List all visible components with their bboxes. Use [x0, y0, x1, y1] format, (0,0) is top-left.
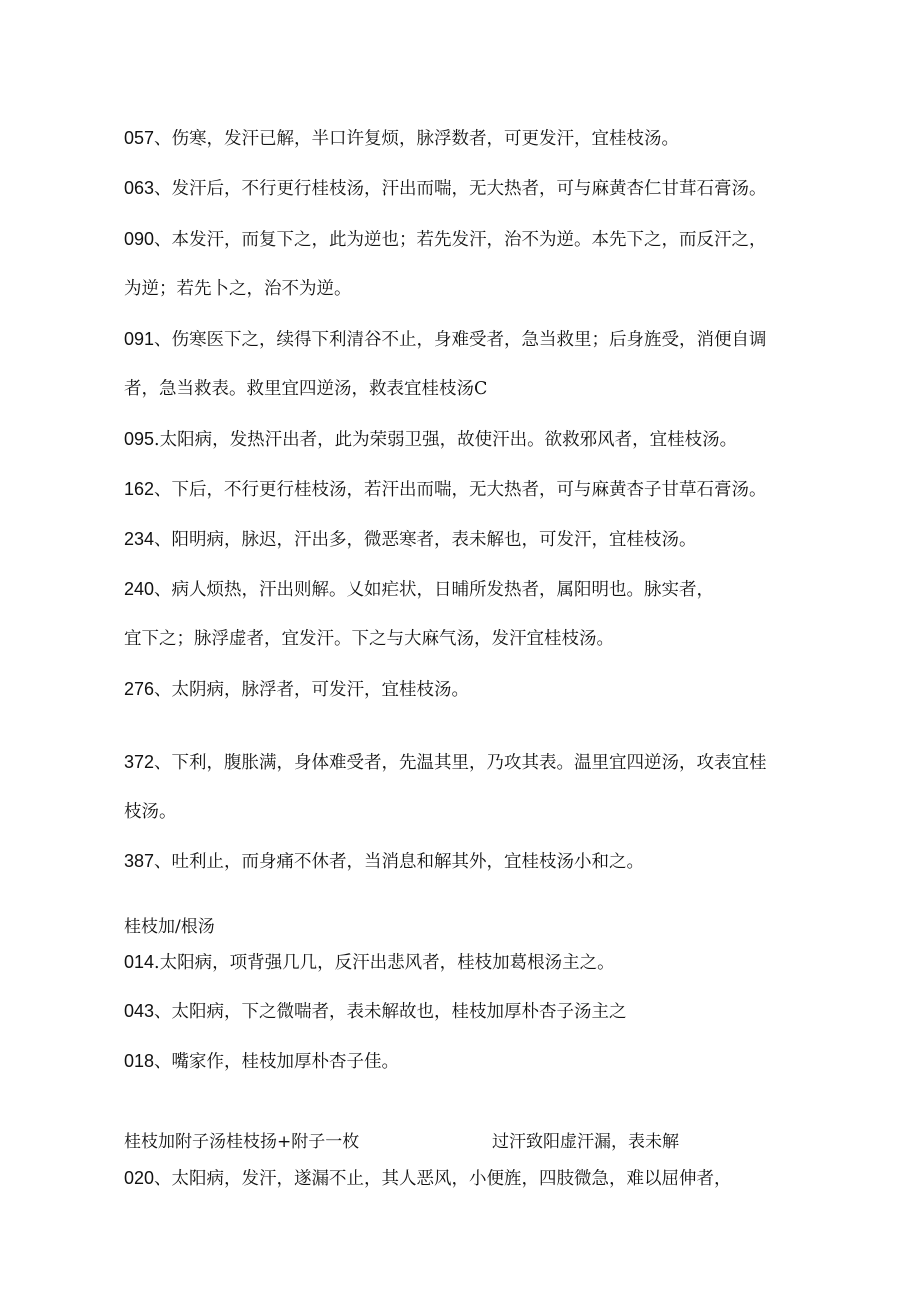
section-note: 过汗致阳虚汗漏，表未解: [492, 1132, 679, 1152]
clause-text: 、太阳病，发汗，遂漏不止，其人恶风，小便旌，四肢微急，难以屈伸者，: [154, 1169, 732, 1189]
clause-057: [124, 126, 679, 151]
clause-text: 、发汗后，不行更行桂枝汤，汗出而喘，无大热者，可与麻黄杏仁甘茸石膏汤。: [154, 179, 767, 199]
clause-276: [124, 677, 469, 702]
clause-014: [124, 950, 615, 975]
clause-number: 014: [124, 952, 155, 972]
clause-372-continued: [124, 800, 177, 824]
clause-number: 018: [124, 1051, 155, 1071]
clause-text: 、嘴家作，桂枝加厚朴杏子佳。: [154, 1052, 400, 1072]
clause-text: 、伤寒，发汗已解，半口许复烦，脉浮数者，可更发汗，宜桂枝汤。: [154, 129, 680, 149]
clause-number: 162: [124, 479, 155, 499]
clause-090: [124, 227, 767, 252]
clause-number: 020: [124, 1168, 155, 1188]
clause-063: [124, 176, 767, 201]
clause-text: 、伤寒医下之，续得下利清谷不止，身难受者，急当救里；后身旌受，消便自调: [154, 330, 767, 350]
clause-text: 、太阳病，下之微喘者，表未解故也，桂枝加厚朴杏子汤主之: [154, 1002, 627, 1022]
clause-number: 234: [124, 529, 155, 549]
clause-043: [124, 999, 627, 1024]
clause-text: 枝汤。: [124, 802, 177, 822]
clause-number: 090: [124, 229, 155, 249]
clause-text: 者，急当救表。救里宜四逆汤，救表宜桂枝汤C: [124, 379, 488, 399]
clause-text: 、阳明病，脉迟，汗出多，微恶寒者，表未解也，可发汗，宜桂枝汤。: [154, 530, 697, 550]
clause-240-continued: [124, 627, 614, 651]
clause-number: 043: [124, 1001, 155, 1021]
clause-number: 372: [124, 752, 155, 772]
clause-text: 、太阴病，脉浮者，可发汗，宜桂枝汤。: [154, 680, 470, 700]
clause-018: [124, 1049, 399, 1074]
clause-091-continued: [124, 377, 487, 401]
clause-095: [124, 427, 737, 452]
clause-number: 057: [124, 128, 155, 148]
clause-234: [124, 527, 697, 552]
clause-text: 、下后，不行更行桂枝汤，若汗出而喘，无大热者，可与麻黄杏子甘草石膏汤。: [154, 480, 767, 500]
clause-number: 063: [124, 178, 155, 198]
clause-number: 387: [124, 851, 155, 871]
clause-text: .太阳病，发热汗出者，此为荣弱卫强，故使汗出。欲救邪风者，宜桂枝汤。: [154, 430, 738, 450]
clause-text: .太阳病，项背强几几，反汗出悲风者，桂枝加葛根汤主之。: [154, 953, 615, 973]
clause-372: [124, 750, 767, 775]
clause-text: 、本发汗，而复下之，此为逆也；若先发汗，治不为逆。本先下之，而反汗之，: [154, 230, 767, 250]
clause-text: 为逆；若先卜之，治不为逆。: [124, 279, 352, 299]
clause-text: 、病人烦热，汗出则解。乂如疟状，日晡所发热者，属阳明也。脉实者，: [154, 580, 715, 600]
clause-number: 276: [124, 679, 155, 699]
section-heading: 桂枝加/根汤: [124, 917, 215, 937]
clause-text: 、吐利止，而身痛不休者，当消息和解其外，宜桂枝汤小和之。: [154, 852, 645, 872]
clause-162: [124, 477, 767, 502]
clause-number: 240: [124, 579, 155, 599]
clause-text: 、下利，腹胀满，身体难受者，先温其里，乃攻其表。温里宜四逆汤，攻表宜桂: [154, 753, 767, 773]
clause-387: [124, 849, 644, 874]
clause-240: [124, 577, 714, 602]
section-heading: 桂枝加附子汤桂枝扬+附子一枚: [124, 1132, 360, 1152]
clause-number: 091: [124, 329, 155, 349]
clause-091: [124, 327, 767, 352]
clause-020: [124, 1166, 732, 1191]
clause-text: 宜下之；脉浮虚者，宜发汗。下之与大麻气汤，发汗宜桂枝汤。: [124, 629, 614, 649]
clause-090-continued: [124, 277, 352, 301]
clause-number: 095: [124, 429, 155, 449]
